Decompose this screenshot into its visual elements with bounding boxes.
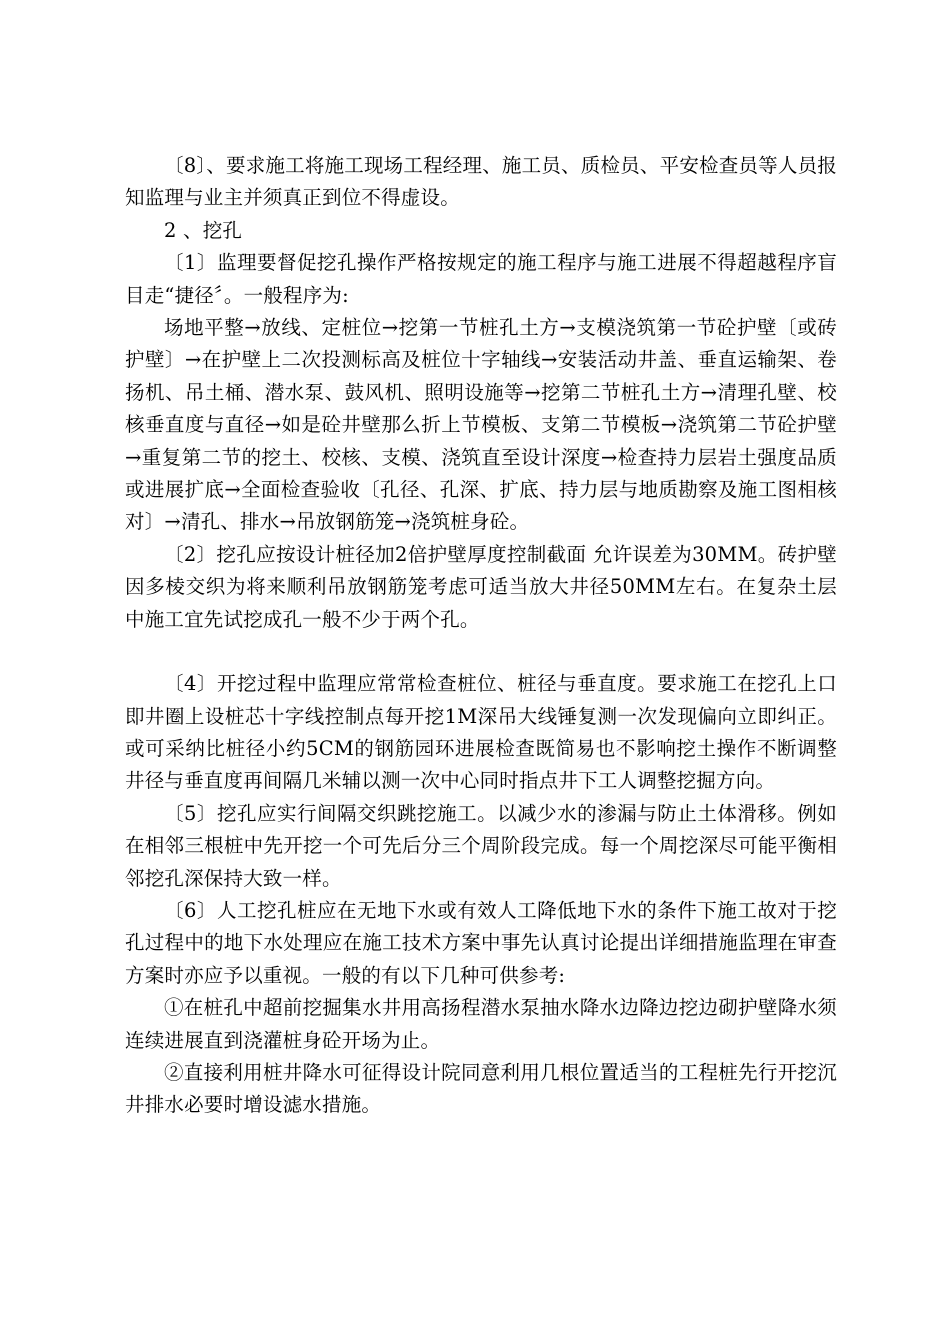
paragraph-item-4: 〔4〕开挖过程中监理应常常检查桩位、桩径与垂直度。要求施工在挖孔上口即井圈上设桩芯十字线控制点每开挖1M深吊大线锤复测一次发现偏向立即纠正。或可采纳比桩径小约5CM的钢筋园环进展检查既简易也不影响挖土操作不断调整井径与垂直度再间隔几米辅以测一次中心同时指点井下工人调整挖掘方向。 <box>125 672 837 793</box>
paragraph-option-1: ①在桩孔中超前挖掘集水井用高扬程潜水泵抽水降水边降边挖边砌护壁降水须连续进展直到浇灌桩身砼开场为止。 <box>125 996 837 1052</box>
paragraph-item-6: 〔6〕人工挖孔桩应在无地下水或有效人工降低地下水的条件下施工故对于挖孔过程中的地下水处理应在施工技术方案中事先认真讨论提出详细措施监理在审查方案时亦应予以重视。一般的有以下几种可供参考: <box>125 898 837 987</box>
section-heading-digging: 2 、挖孔 <box>164 218 243 242</box>
paragraph-option-2: ②直接利用桩井降水可征得设计院同意利用几根位置适当的工程桩先行开挖沉井排水必要时增设滤水措施。 <box>125 1060 837 1117</box>
paragraph-item-2: 〔2〕挖孔应按设计桩径加2倍护壁厚度控制截面 允许误差为30MM。砖护壁因多棱交织为将来顺利吊放钢筋笼考虑可适当放大井径50MM左右。在复杂土层中施工宜先试挖成孔一般不少于两个孔。 <box>125 542 837 631</box>
paragraph-procedure: 场地平整→放线、定桩位→挖第一节桩孔土方→支模浇筑第一节砼护壁〔或砖护壁〕→在护壁上二次投测标高及桩位十字轴线→安装活动井盖、垂直运输架、卷扬机、吊土桶、潜水泵、鼓风机、照明设施等→挖第二节桩孔土方→清理孔壁、校核垂直度与直径→如是砼井壁那么折上节模板、支第二节模板→浇筑第二节砼护壁→重复第二节的挖土、校核、支模、浇筑直至设计深度→检查持力层岩土强度品质或进展扩底→全面检查验收〔孔径、孔深、扩底、持力层与地质勘察及施工图相核对〕→清孔、排水→吊放钢筋笼→浇筑桩身砼。 <box>125 316 837 534</box>
blank-line <box>125 636 837 668</box>
document-body <box>125 150 837 1122</box>
paragraph-item-8: 〔8〕、要求施工将施工现场工程经理、施工员、质检员、平安检查员等人员报知监理与业主并须真正到位不得虚设。 <box>125 154 837 210</box>
paragraph-item-5: 〔5〕挖孔应实行间隔交织跳挖施工。以减少水的渗漏与防止土体滑移。例如在相邻三根桩中先开挖一个可先后分三个周阶段完成。每一个周挖深尽可能平衡相邻挖孔深保持大致一样。 <box>125 801 837 890</box>
paragraph-item-1: 〔1〕监理要督促挖孔操作严格按规定的施工程序与施工进展不得超越程序盲目走“捷径〞。一般程序为: <box>125 251 837 307</box>
